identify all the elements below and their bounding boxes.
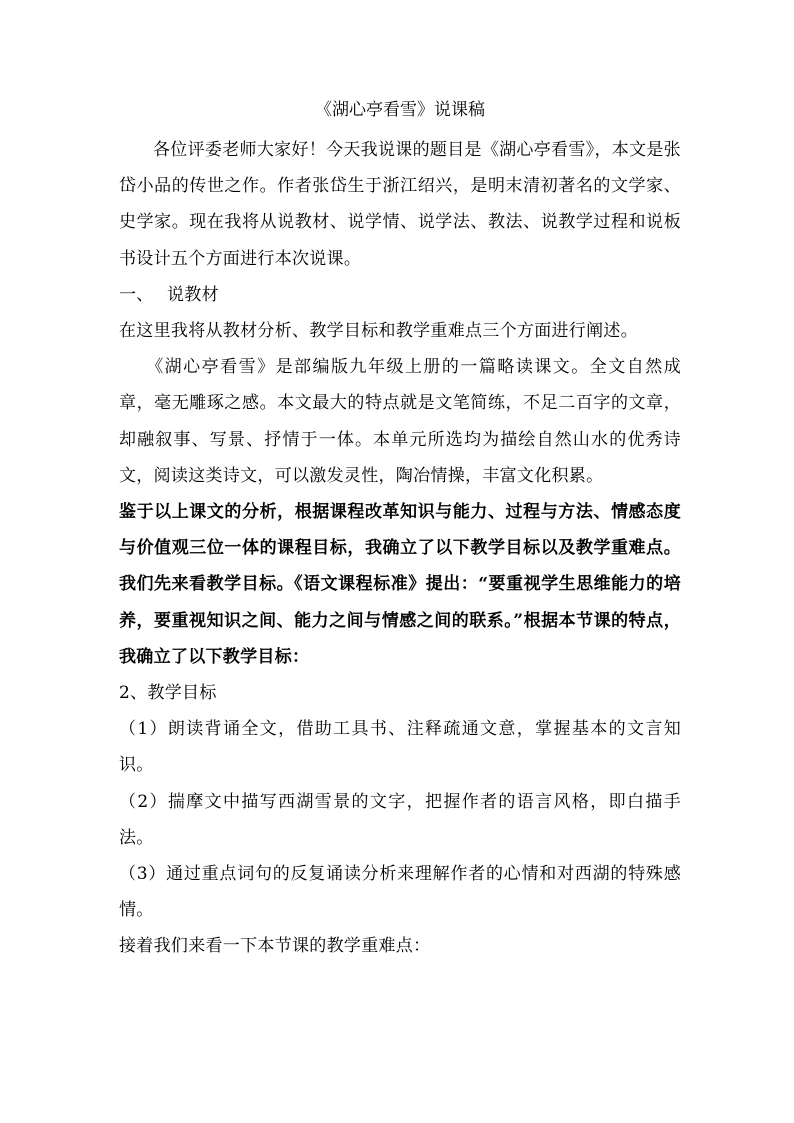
analysis-paragraph: 《湖心亭看雪》是部编版九年级上册的一篇略读课文。全文自然成章，毫无雕琢之感。本文最大的特点就是文笔简练，不足二百字的文章，却融叙事、写景、抒情于一体。本单元所选均为描绘自然山水的优秀诗文，阅读这类诗文，可以激发灵性，陶冶情操，丰富文化积累。 — [119, 357, 681, 486]
overview-paragraph: 在这里我将从教材分析、教学目标和教学重难点三个方面进行阐述。 — [119, 321, 638, 342]
document-title: 《湖心亭看雪》说课稿 — [315, 100, 485, 120]
document-body — [119, 92, 681, 965]
next-paragraph: 接着我们来看一下本节课的教学重难点： — [119, 936, 431, 957]
section-title: 说教材 — [167, 284, 219, 305]
goals-intro-paragraph: 鉴于以上课文的分析，根据课程改革知识与能力、过程与方法、情感态度与价值观三位一体的课程目标，我确立了以下教学目标以及教学重难点。我们先来看教学目标。《语文课程标准》提出：“要重视学生思维能力的培养，要重视知识之间、能力之间与情感之间的联系。”根据本节课的特点，我确立了以下教学目标： — [119, 502, 681, 667]
goal-item-1: （1）朗读背诵全文，借助工具书、注释疏通文意，掌握基本的文言知识。 — [119, 719, 681, 776]
goal-item-2: （2）揣摩文中描写西湖雪景的文字，把握作者的语言风格，即白描手法。 — [119, 791, 681, 848]
intro-paragraph: 各位评委老师大家好！今天我说课的题目是《湖心亭看雪》，本文是张岱小品的传世之作。作者张岱生于浙江绍兴，是明末清初著名的文学家、史学家。现在我将从说教材、说学情、说学法、教法、说教学过程和说板书设计五个方面进行本次说课。 — [119, 140, 681, 269]
subsection-title: 2、教学目标 — [119, 683, 217, 704]
section-heading — [119, 277, 681, 313]
section-number: 一、 — [119, 284, 154, 305]
goal-item-3: （3）通过重点词句的反复诵读分析来理解作者的心情和对西湖的特殊感情。 — [119, 864, 681, 921]
